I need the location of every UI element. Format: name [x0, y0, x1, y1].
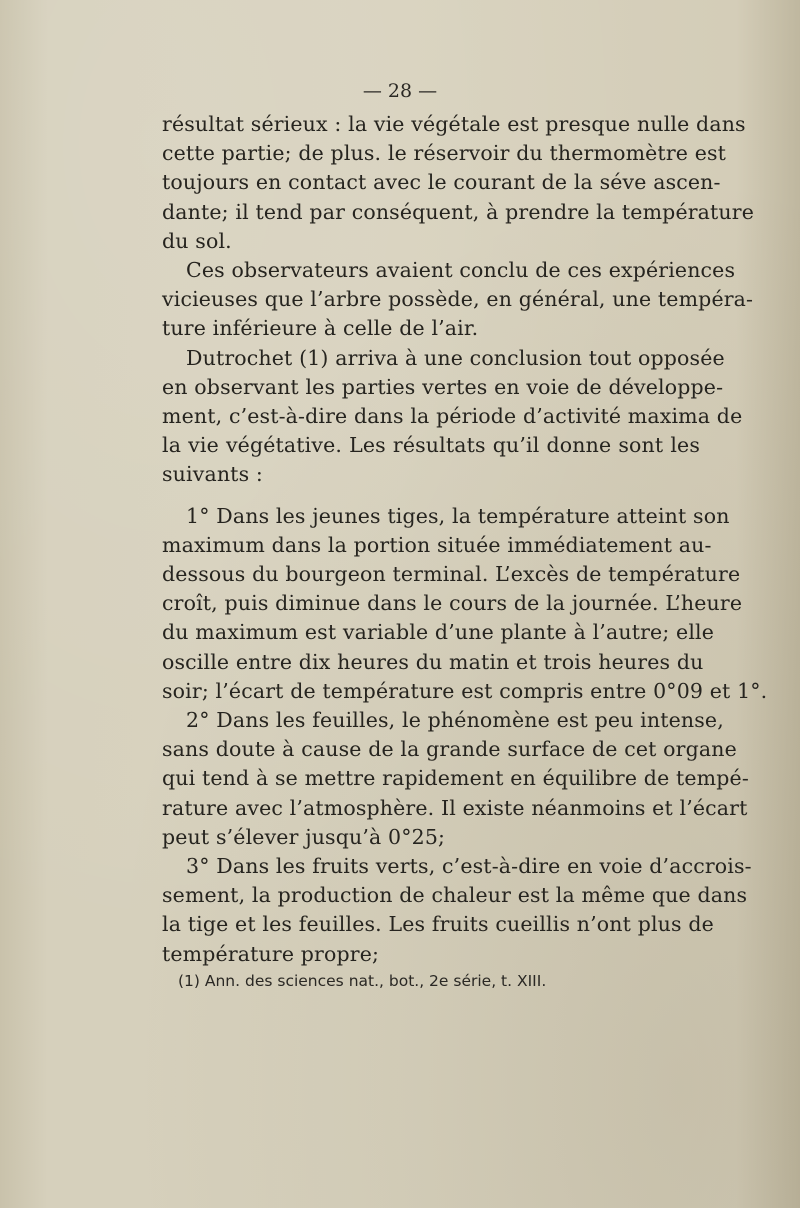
text-line: 3° Dans les fruits verts, c’est-à-dire en voie d’accrois-	[186, 854, 752, 879]
text-line: 1° Dans les jeunes tiges, la température atteint son	[186, 503, 730, 528]
text-line: en observant les parties vertes en voie de développe-	[162, 374, 724, 399]
paragraph-4	[162, 502, 768, 706]
text-line: suivants :	[162, 462, 263, 487]
text-line: peut s’élever jusqu’à 0°25;	[162, 824, 446, 849]
paragraph-6	[162, 852, 752, 969]
text-line: sans doute à cause de la grande surface de cet organe	[162, 737, 737, 762]
footnote: (1) Ann. des sciences nat., bot., 2e série, t. XIII.	[178, 972, 547, 990]
text-line: température propre;	[162, 941, 380, 966]
text-line: du sol.	[162, 228, 232, 253]
text-line: 2° Dans les feuilles, le phénomène est peu intense,	[186, 708, 724, 733]
text-line: maximum dans la portion située immédiatement au-	[162, 532, 712, 557]
text-line: résultat sérieux : la vie végétale est presque nulle dans	[162, 112, 746, 136]
text-line: oscille entre dix heures du matin et trois heures du	[162, 649, 704, 674]
text-line: vicieuses que l’arbre possède, en général, une tempéra-	[162, 287, 754, 312]
text-line: dessous du bourgeon terminal. L’excès de température	[162, 562, 741, 587]
paragraph-3	[162, 344, 743, 490]
text-line: la vie végétative. Les résultats qu’il donne sont les	[162, 433, 700, 458]
paragraph-1	[162, 110, 755, 256]
text-line: sement, la production de chaleur est la même que dans	[162, 883, 748, 908]
paragraph-gap	[162, 490, 700, 502]
text-line: Ces observateurs avaient conclu de ces expériences	[186, 258, 736, 283]
text-line: ment, c’est-à-dire dans la période d’activité maxima de	[162, 404, 743, 429]
text-line: ture inférieure à celle de l’air.	[162, 316, 479, 341]
text-line: qui tend à se mettre rapidement en équilibre de tempé-	[162, 766, 749, 791]
page-number: — 28 —	[362, 80, 438, 102]
text-line: Dutrochet (1) arriva à une conclusion tout opposée	[186, 345, 725, 370]
text-line: croît, puis diminue dans le cours de la journée. L’heure	[162, 591, 743, 616]
text-line: dante; il tend par conséquent, à prendre la température	[162, 199, 755, 224]
paragraph-2	[162, 256, 754, 344]
text-line: toujours en contact avec le courant de la séve ascen-	[162, 170, 721, 195]
text-line: rature avec l’atmosphère. Il existe néanmoins et l’écart	[162, 795, 748, 820]
body-text	[162, 110, 768, 969]
text-line: du maximum est variable d’une plante à l’autre; elle	[162, 620, 715, 645]
text-line: soir; l’écart de température est compris entre 0°09 et 1°.	[162, 678, 768, 703]
paragraph-5	[162, 706, 749, 852]
text-line: cette partie; de plus. le réservoir du thermomètre est	[162, 141, 727, 166]
text-line: la tige et les feuilles. Les fruits cueillis n’ont plus de	[162, 912, 714, 937]
